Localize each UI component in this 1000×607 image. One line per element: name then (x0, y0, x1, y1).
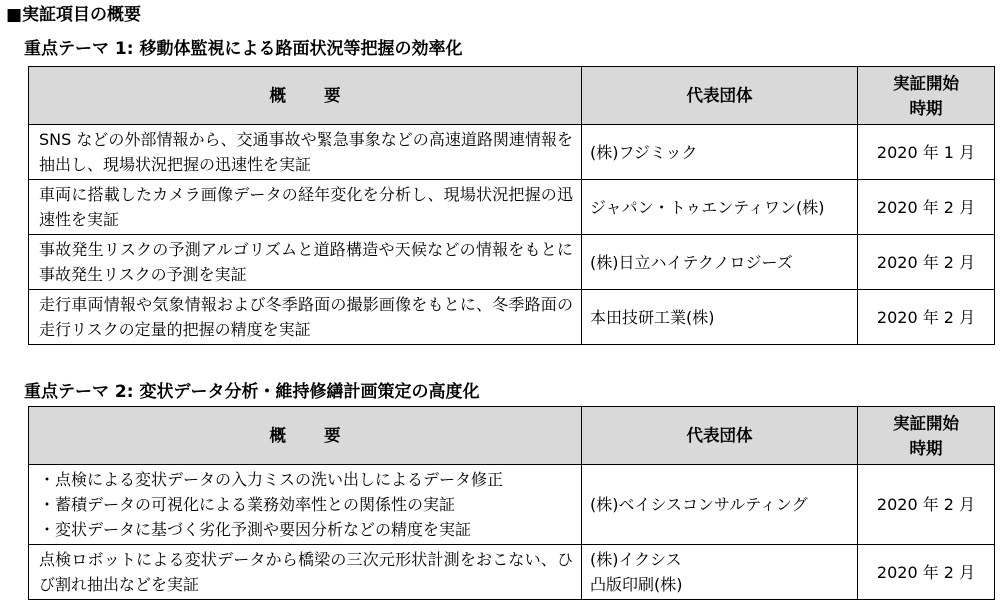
row-org: (株)日立ハイテクノロジーズ (582, 235, 858, 290)
header-summary: 概要 (29, 67, 582, 125)
row-summary: SNS などの外部情報から、交通事故や緊急事象などの高速道路関連情報を抽出し、現場状況把握の迅速性を実証 (29, 125, 582, 180)
row-org-line: 凸版印刷(株) (590, 575, 683, 594)
page-title: ■実証項目の概要 (6, 5, 142, 25)
theme1-title: 重点テーマ 1: 移動体監視による路面状況等把握の効率化 (24, 39, 463, 59)
theme2-table (28, 406, 995, 600)
theme1-header-row (29, 67, 995, 125)
table-row (29, 235, 995, 290)
row-start: 2020 年 2 月 (858, 180, 995, 235)
row-org: ジャパン・トゥエンティワン(株) (582, 180, 858, 235)
header-org: 代表団体 (582, 407, 858, 465)
row-summary: 点検ロボットによる変状データから橋梁の三次元形状計測をおこない、ひび割れ抽出などを実証 (29, 545, 582, 600)
row-start: 2020 年 2 月 (858, 465, 995, 545)
row-org-line: (株)イクシス (590, 550, 682, 569)
theme2-header-row (29, 407, 995, 465)
table-row (29, 545, 995, 600)
table-row (29, 290, 995, 345)
header-org: 代表団体 (582, 67, 858, 125)
table-row (29, 180, 995, 235)
theme1-table (28, 66, 995, 345)
row-start: 2020 年 2 月 (858, 290, 995, 345)
row-start: 2020 年 2 月 (858, 545, 995, 600)
row-summary: 走行車両情報や気象情報および冬季路面の撮影画像をもとに、冬季路面の走行リスクの定量的把握の精度を実証 (29, 290, 582, 345)
row-org: (株)ベイシスコンサルティング (582, 465, 858, 545)
header-summary: 概要 (29, 407, 582, 465)
header-start (858, 67, 995, 125)
row-summary: 事故発生リスクの予測アルゴリズムと道路構造や天候などの情報をもとに事故発生リスクの予測を実証 (29, 235, 582, 290)
header-start-line1: 実証開始 (893, 73, 959, 93)
row-org (582, 545, 858, 600)
header-start-line1: 実証開始 (893, 413, 959, 433)
summary-bullet: ・点検による変状データの入力ミスの洗い出しによるデータ修正 (39, 470, 504, 489)
row-start: 2020 年 2 月 (858, 235, 995, 290)
row-org: 本田技研工業(株) (582, 290, 858, 345)
summary-bullet: ・変状データに基づく劣化予測や要因分析などの精度を実証 (39, 520, 472, 539)
row-org: (株)フジミック (582, 125, 858, 180)
theme2-title: 重点テーマ 2: 変状データ分析・維持修繕計画策定の高度化 (24, 382, 480, 402)
row-start: 2020 年 1 月 (858, 125, 995, 180)
header-start (858, 407, 995, 465)
table-row (29, 125, 995, 180)
header-start-line2: 時期 (909, 98, 943, 118)
row-summary (29, 465, 582, 545)
table-row (29, 465, 995, 545)
summary-bullet: ・蓄積データの可視化による業務効率性との関係性の実証 (39, 495, 456, 514)
row-summary: 車両に搭載したカメラ画像データの経年変化を分析し、現場状況把握の迅速性を実証 (29, 180, 582, 235)
header-start-line2: 時期 (909, 438, 943, 458)
